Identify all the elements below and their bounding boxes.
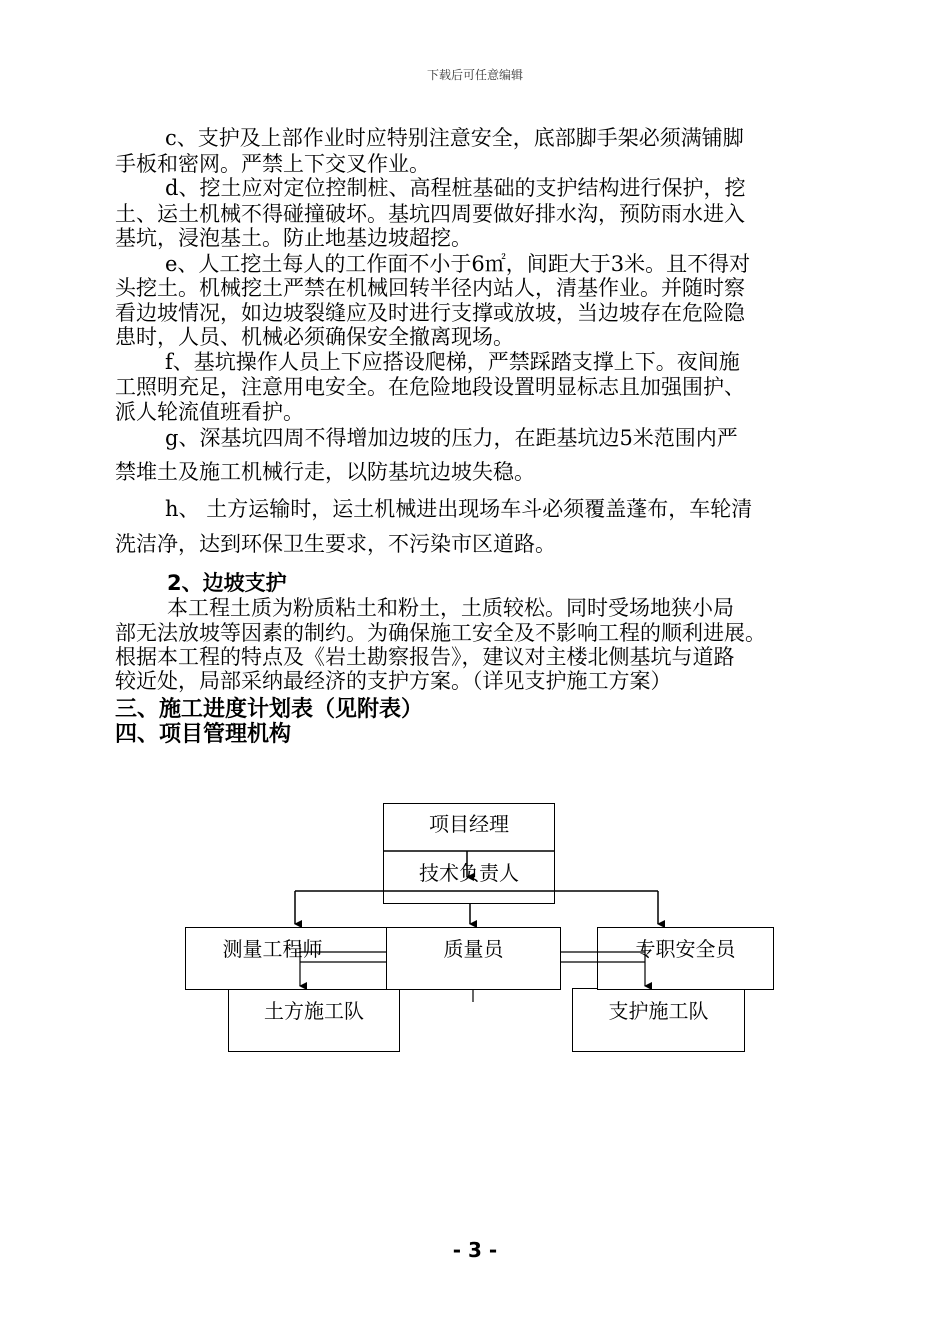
org-label-support-team: 支护施工队 <box>608 999 709 1023</box>
text-line: 派人轮流值班看护。 <box>115 400 304 424</box>
text-line: 禁堆土及施工机械行走，以防基坑边坡失稳。 <box>115 460 535 484</box>
text-line: 洗洁净，达到环保卫生要求，不污染市区道路。 <box>115 532 556 556</box>
text-line: e、人工挖土每人的工作面不小于6㎡，间距大于3米。且不得对 <box>165 252 751 276</box>
text-line: 较近处，局部采纳最经济的支护方案。（详见支护施工方案） <box>115 669 672 693</box>
text-line: 土、运土机械不得碰撞破坏。基坑四周要做好排水沟，预防雨水进入 <box>115 202 745 226</box>
org-label-surveyor: 测量工程师 <box>222 937 323 961</box>
text-line: c、支护及上部作业时应特别注意安全，底部脚手架必须满铺脚 <box>165 126 744 150</box>
page-header: 下载后可任意编辑 <box>426 68 523 82</box>
text-line: d、挖土应对定位控制桩、高程桩基础的支护结构进行保护，挖 <box>165 176 746 200</box>
org-label-quality: 质量员 <box>443 937 504 961</box>
text-line: 根据本工程的特点及《岩土勘察报告》，建议对主楼北侧基坑与道路 <box>115 645 735 669</box>
section-2-title: 2、边坡支护 <box>167 571 287 595</box>
org-label-earth-team: 土方施工队 <box>264 999 364 1023</box>
text-line: 手板和密网。严禁上下交叉作业。 <box>115 152 430 176</box>
text-line: f、基坑操作人员上下应搭设爬梯，严禁踩踏支撑上下。夜间施 <box>165 350 740 374</box>
text-line: 患时，人员、机械必须确保安全撤离现场。 <box>115 325 514 349</box>
org-label-manager: 项目经理 <box>429 812 509 836</box>
text-line: 本工程土质为粉质粘土和粉土，土质较松。同时受场地狭小局 <box>167 596 734 620</box>
text-line: 部无法放坡等因素的制约。为确保施工安全及不影响工程的顺利进展。 <box>115 621 766 645</box>
text-line: 工照明充足，注意用电安全。在危险地段设置明显标志且加强围护、 <box>115 375 745 399</box>
page-number: - 3 - <box>452 1238 498 1262</box>
org-label-tech: 技术负责人 <box>419 861 519 885</box>
text-line: 头挖土。机械挖土严禁在机械回转半径内站人，清基作业。并随时察 <box>115 276 745 300</box>
text-line: h、 土方运输时，运土机械进出现场车斗必须覆盖蓬布，车轮清 <box>165 497 753 521</box>
org-label-safety: 专职安全员 <box>635 937 736 961</box>
text-line: 看边坡情况，如边坡裂缝应及时进行支撑或放坡，当边坡存在危险隐 <box>115 301 745 325</box>
heading-4: 四、项目管理机构 <box>115 722 292 747</box>
text-line: 基坑，浸泡基土。防止地基边坡超挖。 <box>115 226 472 250</box>
heading-3: 三、施工进度计划表（见附表） <box>115 697 424 722</box>
text-line: g、深基坑四周不得增加边坡的压力，在距基坑边5米范围内严 <box>165 426 738 450</box>
